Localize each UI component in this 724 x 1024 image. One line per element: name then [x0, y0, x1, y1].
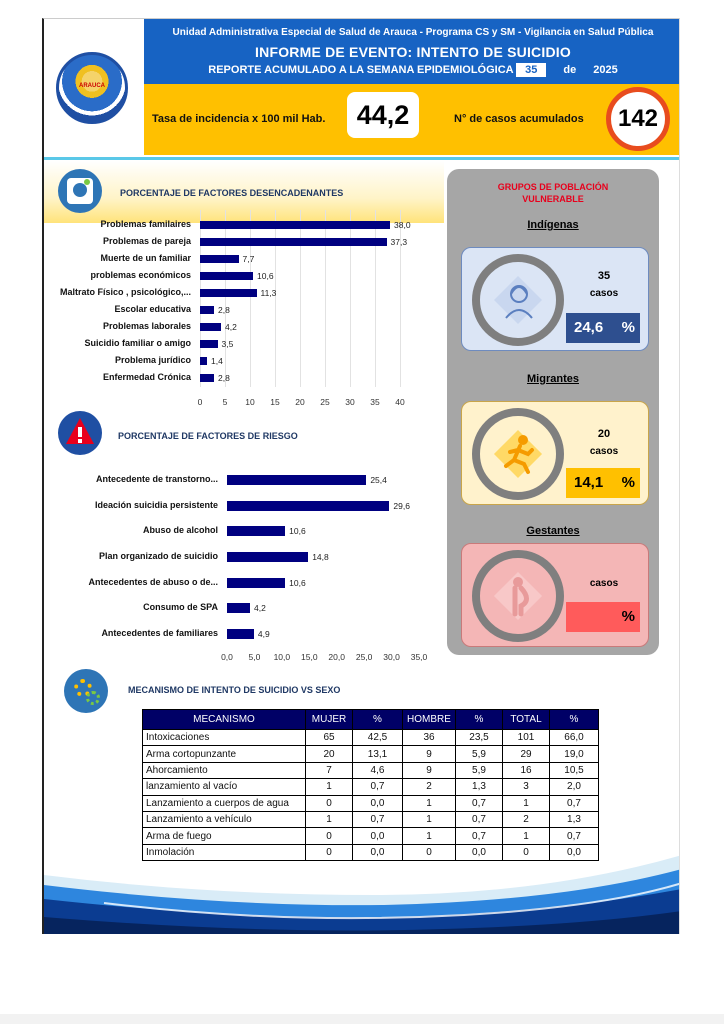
bar-value-label: 2,8: [218, 305, 230, 316]
value-cell: 10,5: [550, 762, 599, 778]
value-cell: 0,0: [456, 844, 503, 860]
value-cell: 2,0: [550, 779, 599, 795]
group-pct-box: [566, 468, 640, 498]
divider: [44, 157, 680, 160]
gridline: [250, 210, 251, 387]
x-tick-label: 30,0: [383, 652, 400, 662]
group-ring: [472, 254, 564, 346]
bar-label: Consumo de SPA: [143, 602, 218, 613]
value-cell: 1,3: [550, 811, 599, 827]
bar: [227, 552, 308, 562]
value-cell: 9: [403, 746, 456, 762]
mechanism-cell: Arma cortopunzante: [143, 746, 306, 762]
bar: [200, 340, 218, 348]
section-title-desencadenantes: PORCENTAJE DE FACTORES DESENCADENANTES: [120, 188, 344, 198]
section-title-riesgo: PORCENTAJE DE FACTORES DE RIESGO: [118, 431, 298, 441]
page-footer-strip: [0, 1014, 724, 1024]
group-card-indigenas: [461, 247, 649, 351]
value-cell: 0,0: [353, 844, 403, 860]
group-casos-label: casos: [589, 446, 619, 457]
group-card-gestantes: [461, 543, 649, 647]
bar-label: Plan organizado de suicidio: [98, 550, 218, 561]
value-cell: 23,5: [456, 730, 503, 746]
group-title-migrantes: Migrantes: [527, 373, 579, 385]
mechanism-cell: Intoxicaciones: [143, 730, 306, 746]
gears-icon: [64, 669, 108, 713]
value-cell: 0,7: [456, 811, 503, 827]
group-pct-box: [566, 313, 640, 343]
value-cell: 9: [403, 762, 456, 778]
value-cell: 19,0: [550, 746, 599, 762]
value-cell: 42,5: [353, 730, 403, 746]
value-cell: 7: [306, 762, 353, 778]
value-cell: 1: [403, 828, 456, 844]
value-cell: 5,9: [456, 746, 503, 762]
bar: [200, 238, 387, 246]
bar-label: Ideación suicidia persistente: [94, 499, 218, 510]
x-tick-label: 5,0: [248, 652, 261, 662]
value-cell: 1: [403, 795, 456, 811]
bar: [200, 289, 257, 297]
value-cell: 0,7: [456, 795, 503, 811]
pregnant-woman-icon: [498, 574, 540, 618]
logo-area: [44, 19, 144, 155]
warning-icon: [58, 411, 102, 455]
value-cell: 29: [503, 746, 550, 762]
value-cell: 0,7: [550, 828, 599, 844]
group-count: 35: [597, 270, 611, 282]
gridline: [275, 210, 276, 387]
bar: [200, 357, 207, 365]
bar-value-label: 29,6: [393, 500, 410, 511]
pct-sign: %: [621, 474, 635, 491]
x-tick-label: 15,0: [301, 652, 318, 662]
gridline: [375, 210, 376, 387]
x-tick-label: 40: [395, 397, 405, 407]
header-pct-total: %: [550, 710, 599, 730]
bar-value-label: 10,6: [257, 270, 274, 281]
bar: [227, 501, 389, 511]
bar: [200, 255, 239, 263]
gridline: [225, 210, 226, 387]
cases-label: N° de casos acumulados: [454, 113, 584, 125]
mechanism-cell: Arma de fuego: [143, 828, 306, 844]
bar: [227, 578, 285, 588]
bar-value-label: 4,2: [225, 322, 237, 333]
header-pct-hombre: %: [456, 710, 503, 730]
group-count: 20: [597, 428, 611, 440]
table-header-row: [143, 710, 599, 730]
x-tick-label: 25,0: [355, 652, 373, 662]
bar-label: Enfermedad Crónica: [102, 372, 191, 383]
table-row: [143, 779, 599, 795]
group-pct: 14,1: [574, 474, 604, 491]
bar-value-label: 38,0: [394, 219, 411, 230]
x-tick-label: 0,0: [221, 652, 233, 662]
value-cell: 0: [306, 795, 353, 811]
value-cell: 101: [503, 730, 550, 746]
group-casos-label: casos: [589, 288, 619, 299]
group-pct: 24,6: [574, 319, 604, 336]
mechanism-cell: Inmolación: [143, 844, 306, 860]
group-title-indigenas: Indígenas: [527, 219, 579, 231]
table-row: [143, 795, 599, 811]
bar: [200, 221, 390, 229]
x-tick-label: 15: [270, 397, 280, 407]
group-casos-label: casos: [589, 578, 619, 589]
value-cell: 0,0: [353, 795, 403, 811]
value-cell: 0,7: [550, 795, 599, 811]
bar-value-label: 7,7: [242, 253, 255, 264]
bar: [200, 323, 221, 331]
value-cell: 16: [503, 762, 550, 778]
table-row: [143, 746, 599, 762]
group-title-gestantes: Gestantes: [526, 525, 580, 537]
value-cell: 4,6: [353, 762, 403, 778]
x-tick-label: 25: [320, 397, 330, 407]
bar-label: Antecedente de transtorno...: [95, 473, 218, 484]
value-cell: 0: [306, 828, 353, 844]
kpi-band: [144, 84, 680, 155]
decorative-wave: [44, 855, 680, 934]
mechanism-table: [142, 709, 599, 861]
group-pct-box: [566, 602, 640, 632]
bar-label: Antecedentes de abuso o de...: [88, 576, 218, 587]
bar-label: Problemas de pareja: [102, 235, 191, 246]
bar: [227, 629, 254, 639]
bar-label: Abuso de alcohol: [142, 525, 218, 536]
bar-label: Maltrato Físico , psicológico,...: [59, 286, 191, 297]
x-tick-label: 35: [370, 397, 380, 407]
bar-label: Problemas familaires: [100, 218, 191, 229]
value-cell: 13,1: [353, 746, 403, 762]
value-cell: 0,7: [353, 811, 403, 827]
report-prefix: REPORTE ACUMULADO A LA SEMANA EPIDEMIOLÓGICA: [208, 64, 514, 76]
bar-label: Muerte de un familiar: [100, 252, 191, 263]
header-hombre: HOMBRE: [403, 710, 456, 730]
bar-value-label: 25,4: [370, 474, 387, 485]
bar: [200, 306, 214, 314]
x-tick-label: 20,0: [328, 652, 345, 662]
bar-value-label: 37,3: [390, 236, 408, 247]
x-tick-label: 20: [295, 397, 305, 407]
bar-label: Antecedentes de familiares: [101, 628, 218, 639]
mechanism-cell: lanzamiento al vacío: [143, 779, 306, 795]
value-cell: 1,3: [456, 779, 503, 795]
report-title: INFORME DE EVENTO: INTENTO DE SUICIDIO: [255, 44, 571, 60]
value-cell: 5,9: [456, 762, 503, 778]
cases-value: 142: [606, 87, 670, 151]
value-cell: 0: [503, 844, 550, 860]
bar-value-label: 4,2: [254, 603, 266, 614]
header-band: [144, 19, 680, 84]
report-page: [42, 18, 680, 934]
value-cell: 20: [306, 746, 353, 762]
vulnerable-groups-panel: [447, 169, 659, 655]
header-mujer: MUJER: [306, 710, 353, 730]
value-cell: 0,0: [353, 828, 403, 844]
bar: [227, 475, 366, 485]
bar-value-label: 4,9: [257, 629, 270, 640]
gridline: [300, 210, 301, 387]
running-person-icon: [498, 432, 540, 476]
bar: [200, 272, 253, 280]
value-cell: 0,7: [456, 828, 503, 844]
x-tick-label: 5: [222, 397, 228, 407]
value-cell: 36: [403, 730, 456, 746]
bar-value-label: 1,4: [211, 356, 223, 367]
value-cell: 65: [306, 730, 353, 746]
value-cell: 66,0: [550, 730, 599, 746]
mechanism-cell: Lanzamiento a cuerpos de agua: [143, 795, 306, 811]
table-row: [143, 828, 599, 844]
bar-label: Suicidio familiar o amigo: [84, 338, 191, 349]
value-cell: 1: [306, 779, 353, 795]
bar: [227, 603, 250, 613]
bar-label: Problema jurídico: [114, 355, 191, 366]
value-cell: 0: [306, 844, 353, 860]
bar: [227, 526, 285, 536]
bar-label: Escolar educativa: [114, 304, 191, 315]
indigenous-woman-icon: [498, 278, 540, 322]
mechanism-cell: Lanzamiento a vehículo: [143, 811, 306, 827]
group-ring: [472, 408, 564, 500]
bar-value-label: 14,8: [312, 551, 329, 562]
bar-value-label: 2,8: [218, 373, 230, 384]
health-unit-logo: [56, 52, 128, 124]
bar-value-label: 10,6: [289, 577, 306, 588]
value-cell: 0,0: [550, 844, 599, 860]
report-period: [144, 63, 680, 77]
table-row: [143, 730, 599, 746]
week-number: 35: [516, 63, 546, 77]
pct-sign: %: [621, 319, 635, 336]
x-tick-label: 35,0: [410, 652, 428, 662]
value-cell: 0: [403, 844, 456, 860]
logo-text: ARAUCA: [79, 83, 105, 89]
header-pct-mujer: %: [353, 710, 403, 730]
gridline: [325, 210, 326, 387]
incidence-label: Tasa de incidencia x 100 mil Hab.: [152, 113, 326, 125]
value-cell: 1: [306, 811, 353, 827]
bar-label: Problemas laborales: [102, 321, 191, 332]
group-card-migrantes: [461, 401, 649, 505]
x-tick-label: 0: [197, 397, 203, 407]
report-year: 2025: [593, 64, 618, 76]
value-cell: 1: [503, 828, 550, 844]
bar-value-label: 3,5: [221, 339, 234, 350]
header-total: TOTAL: [503, 710, 550, 730]
table-row: [143, 811, 599, 827]
gridline: [350, 210, 351, 387]
bar-value-label: 11,3: [260, 287, 277, 298]
bar-label: problemas económicos: [90, 269, 191, 280]
value-cell: 2: [503, 811, 550, 827]
x-tick-label: 30: [345, 397, 355, 407]
value-cell: 1: [503, 795, 550, 811]
header-mecanismo: MECANISMO: [143, 710, 306, 730]
x-tick-label: 10,0: [273, 652, 291, 662]
value-cell: 1: [403, 811, 456, 827]
incidence-value: 44,2: [347, 92, 419, 138]
de-label: de: [563, 64, 577, 76]
group-ring: [472, 550, 564, 642]
panel-title: GRUPOS DE POBLACIÓN VULNERABLE: [497, 182, 609, 204]
bar: [200, 374, 214, 382]
x-tick-label: 10: [245, 397, 255, 407]
mechanism-cell: Ahorcamiento: [143, 762, 306, 778]
value-cell: 2: [403, 779, 456, 795]
mental-health-icon: [58, 169, 102, 213]
institution-line: Unidad Administrativa Especial de Salud de Arauca - Programa CS y SM - Vigilancia en Salud Pública: [172, 27, 654, 38]
value-cell: 0,7: [353, 779, 403, 795]
section-title-mecanismo: MECANISMO DE INTENTO DE SUICIDIO VS SEXO: [128, 685, 341, 695]
pct-sign: %: [621, 608, 635, 625]
table-row: [143, 762, 599, 778]
bar-value-label: 10,6: [289, 526, 306, 537]
value-cell: 3: [503, 779, 550, 795]
